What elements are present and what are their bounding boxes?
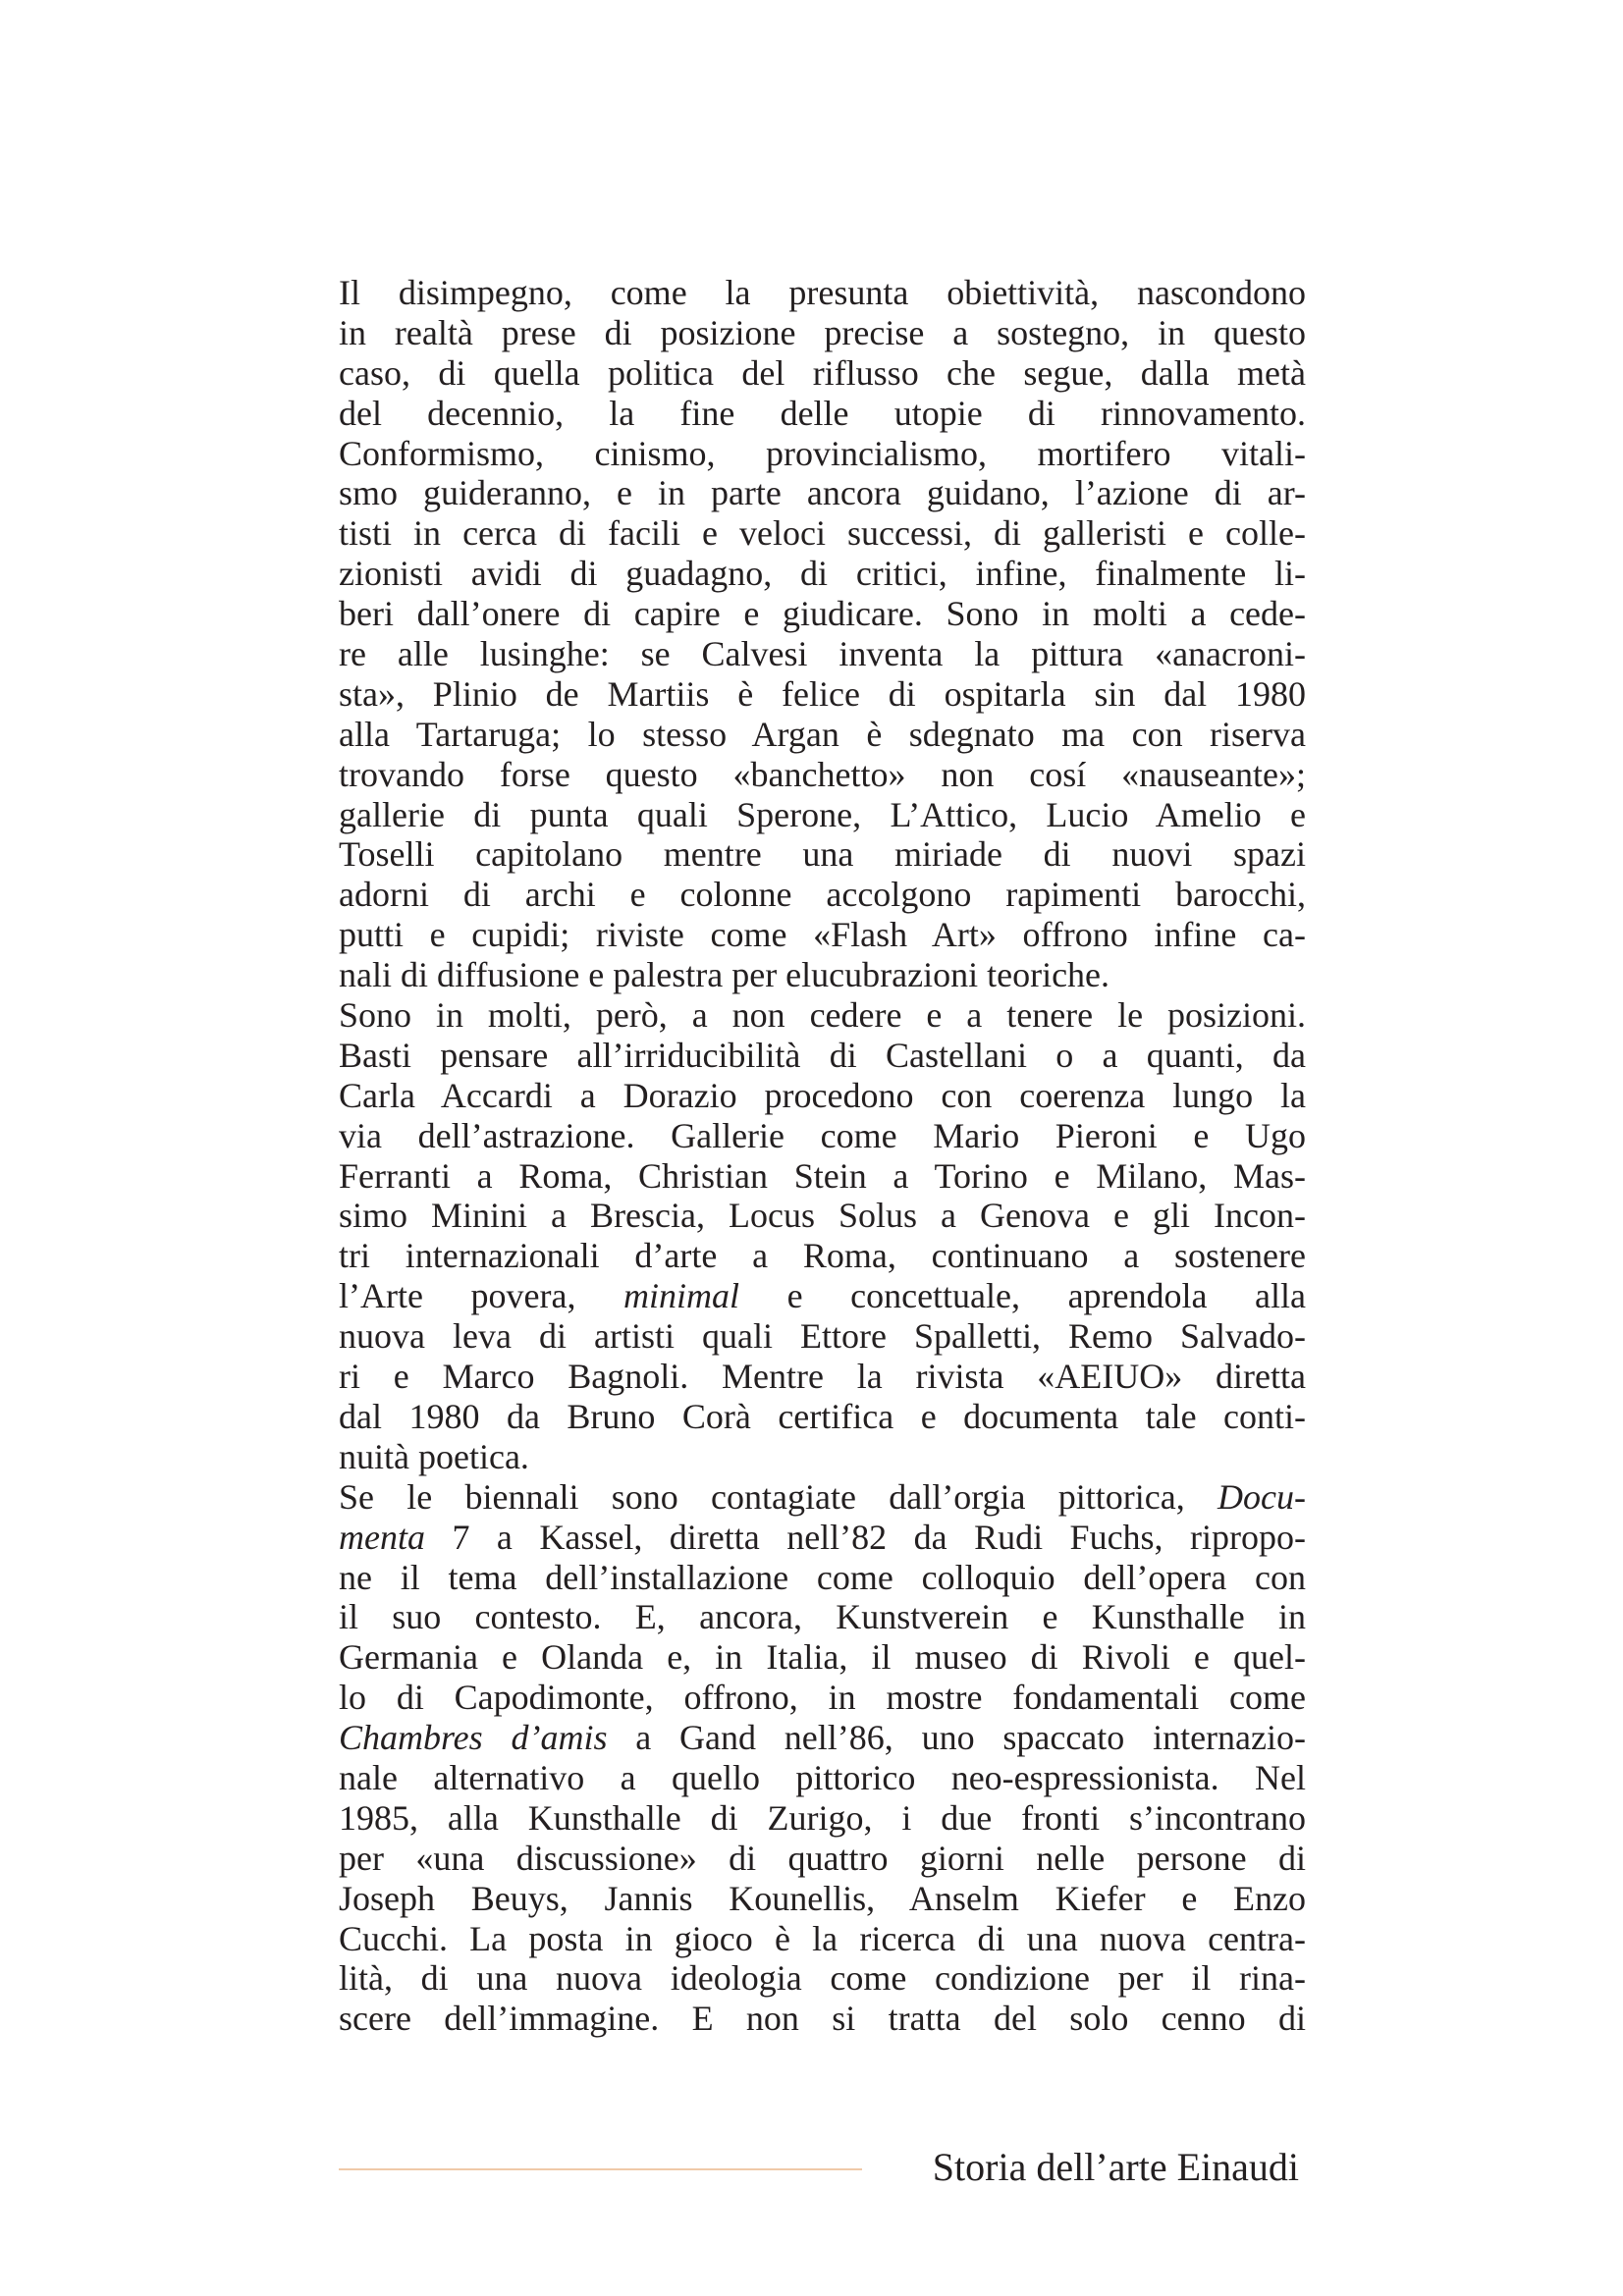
text-line: simo Minini a Brescia, Locus Solus a Genova e gli Incon-: [339, 1196, 1306, 1236]
text-segment: Se le biennali sono contagiate dall’orgia pittorica,: [339, 1476, 1218, 1517]
text-line: scere dell’immagine. E non si tratta del solo cenno di: [339, 1999, 1306, 2039]
text-line: tisti in cerca di facili e veloci successi, di galleristi e colle-: [339, 513, 1306, 554]
text-line: Joseph Beuys, Jannis Kounellis, Anselm Kiefer e Enzo: [339, 1878, 1306, 1918]
footer-rule: [339, 2168, 862, 2170]
text-line: ne il tema dell’installazione come colloquio dell’opera con: [339, 1557, 1306, 1597]
text-line: [339, 1718, 1306, 1758]
text-line: nuità poetica.: [339, 1436, 529, 1476]
italic-text: Docu-: [1217, 1476, 1306, 1517]
text-line: caso, di quella politica del riflusso che segue, dalla metà: [339, 352, 1306, 393]
text-line: tri internazionali d’arte a Roma, continuano a sostenere: [339, 1236, 1306, 1276]
text-line: zionisti avidi di guadagno, di critici, infine, finalmente li-: [339, 554, 1306, 594]
text-line: del decennio, la fine delle utopie di rinnovamento.: [339, 393, 1306, 433]
text-line: nuova leva di artisti quali Ettore Spalletti, Remo Salvado-: [339, 1316, 1306, 1357]
text-line: Sono in molti, però, a non cedere e a tenere le posizioni.: [339, 995, 1306, 1036]
text-line: Basti pensare all’irriducibilità di Castellani o a quanti, da: [339, 1035, 1306, 1075]
text-line: sta», Plinio de Martiis è felice di ospitarla sin dal 1980: [339, 673, 1306, 714]
text-line: Toselli capitolano mentre una miriade di nuovi spazi: [339, 834, 1306, 875]
text-line: Carla Accardi a Dorazio procedono con coerenza lungo la: [339, 1075, 1306, 1115]
text-line: [339, 1276, 1306, 1316]
italic-text: menta: [339, 1517, 425, 1557]
text-line: [339, 1518, 1306, 1558]
text-line: gallerie di punta quali Sperone, L’Attico, Lucio Amelio e: [339, 794, 1306, 834]
text-segment: l’Arte povera,: [339, 1276, 624, 1316]
text-line: Il disimpegno, come la presunta obiettività, nascondono: [339, 273, 1306, 312]
body-text: [339, 273, 1306, 2039]
text-line: putti e cupidi; riviste come «Flash Art» offrono infine ca-: [339, 915, 1306, 955]
italic-text: minimal: [623, 1276, 740, 1316]
text-line: Cucchi. La posta in gioco è la ricerca di una nuova centra-: [339, 1918, 1306, 1958]
text-line: lità, di una nuova ideologia come condizione per il rina-: [339, 1958, 1306, 1999]
text-line: re alle lusinghe: se Calvesi inventa la pittura «anacroni-: [339, 634, 1306, 674]
text-line: lo di Capodimonte, offrono, in mostre fondamentali come: [339, 1678, 1306, 1718]
text-line: in realtà prese di posizione precise a sostegno, in questo: [339, 312, 1306, 352]
text-line: [339, 1477, 1306, 1518]
text-line: trovando forse questo «banchetto» non cosí «nauseante»;: [339, 754, 1306, 794]
text-line: via dell’astrazione. Gallerie come Mario Pieroni e Ugo: [339, 1115, 1306, 1155]
text-segment: a Gand nell’86, uno spaccato internazio-: [607, 1718, 1306, 1758]
text-line: dal 1980 da Bruno Corà certifica e documenta tale conti-: [339, 1396, 1306, 1436]
text-line: beri dall’onere di capire e giudicare. Sono in molti a cede-: [339, 594, 1306, 634]
text-line: adorni di archi e colonne accolgono rapimenti barocchi,: [339, 875, 1306, 915]
text-line: 1985, alla Kunsthalle di Zurigo, i due fronti s’incontrano: [339, 1797, 1306, 1838]
text-line: nali di diffusione e palestra per elucubrazioni teoriche.: [339, 955, 1110, 995]
text-line: smo guideranno, e in parte ancora guidano, l’azione di ar-: [339, 473, 1306, 513]
text-line: ri e Marco Bagnoli. Mentre la rivista «AEIUO» diretta: [339, 1357, 1306, 1397]
footer-title: Storia dell’arte Einaudi: [932, 2145, 1299, 2189]
text-line: Ferranti a Roma, Christian Stein a Torino e Milano, Mas-: [339, 1155, 1306, 1196]
text-line: nale alternativo a quello pittorico neo-espressionista. Nel: [339, 1757, 1306, 1797]
text-line: Germania e Olanda e, in Italia, il museo di Rivoli e quel-: [339, 1637, 1306, 1678]
text-segment: 7 a Kassel, diretta nell’82 da Rudi Fuchs, ripropo-: [424, 1517, 1306, 1557]
text-line: il suo contesto. E, ancora, Kunstverein e Kunsthalle in: [339, 1597, 1306, 1637]
italic-text: Chambres d’amis: [339, 1718, 608, 1758]
text-line: Conformismo, cinismo, provincialismo, mortifero vitali-: [339, 433, 1306, 473]
text-segment: e concettuale, aprendola alla: [739, 1276, 1307, 1316]
text-line: per «una discussione» di quattro giorni nelle persone di: [339, 1838, 1306, 1878]
text-line: alla Tartaruga; lo stesso Argan è sdegnato ma con riserva: [339, 714, 1306, 754]
